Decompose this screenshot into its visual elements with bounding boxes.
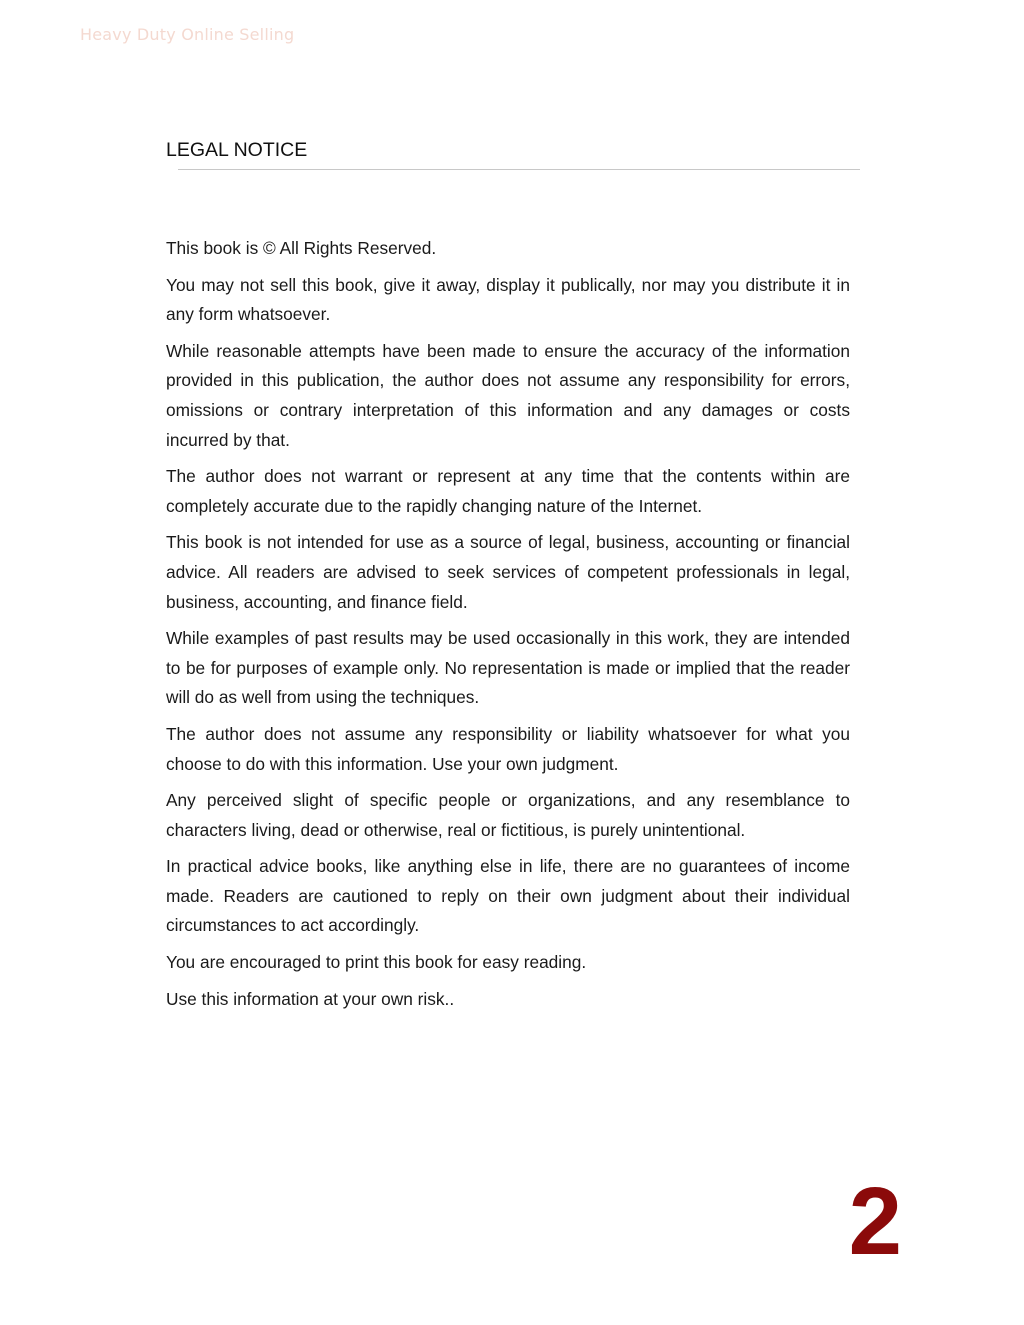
paragraph-accuracy: While reasonable attempts have been made to ensure the accuracy of the information provided in this publication, the author does not assume any responsibility for errors, omissions or contrary interpretation of this information and any damages or costs incurred by that. bbox=[166, 340, 850, 450]
paragraph-advice: This book is not intended for use as a source of legal, business, accounting or financial advice. All readers are advised to seek services of competent professionals in legal, business, accounting, and finance field. bbox=[166, 532, 850, 612]
paragraph-guarantees: In practical advice books, like anything else in life, there are no guarantees of income made. Readers are cautioned to reply on their own judgment about their individual circumstances to act accordingly. bbox=[166, 856, 850, 936]
paragraph-examples: While examples of past results may be used occasionally in this work, they are intended to be for purposes of example only. No representation is made or implied that the reader will do as well from using the techniques. bbox=[166, 628, 850, 708]
paragraph-resemblance: Any perceived slight of specific people or organizations, and any resemblance to characters living, dead or otherwise, real or fictitious, is purely unintentional. bbox=[166, 790, 850, 840]
paragraph-print: You are encouraged to print this book for easy reading. bbox=[166, 952, 587, 973]
running-header: Heavy Duty Online Selling bbox=[80, 25, 295, 44]
page-title: LEGAL NOTICE bbox=[166, 139, 308, 161]
paragraph-warranty: The author does not warrant or represent at any time that the contents within are completely accurate due to the rapidly changing nature of the Internet. bbox=[166, 466, 850, 516]
page-number: 2 bbox=[848, 1168, 902, 1275]
paragraph-liability: The author does not assume any responsibility or liability whatsoever for what you choose to do with this information. Use your own judgment. bbox=[166, 723, 850, 774]
paragraph-copyright: This book is © All Rights Reserved. bbox=[166, 238, 437, 258]
paragraph-distribution: You may not sell this book, give it away, display it publically, nor may you distribute it in any form whatsoever. bbox=[166, 274, 850, 325]
legal-notice-body bbox=[166, 234, 850, 1021]
title-divider bbox=[178, 169, 860, 170]
paragraph-risk: Use this information at your own risk.. bbox=[166, 988, 455, 1009]
